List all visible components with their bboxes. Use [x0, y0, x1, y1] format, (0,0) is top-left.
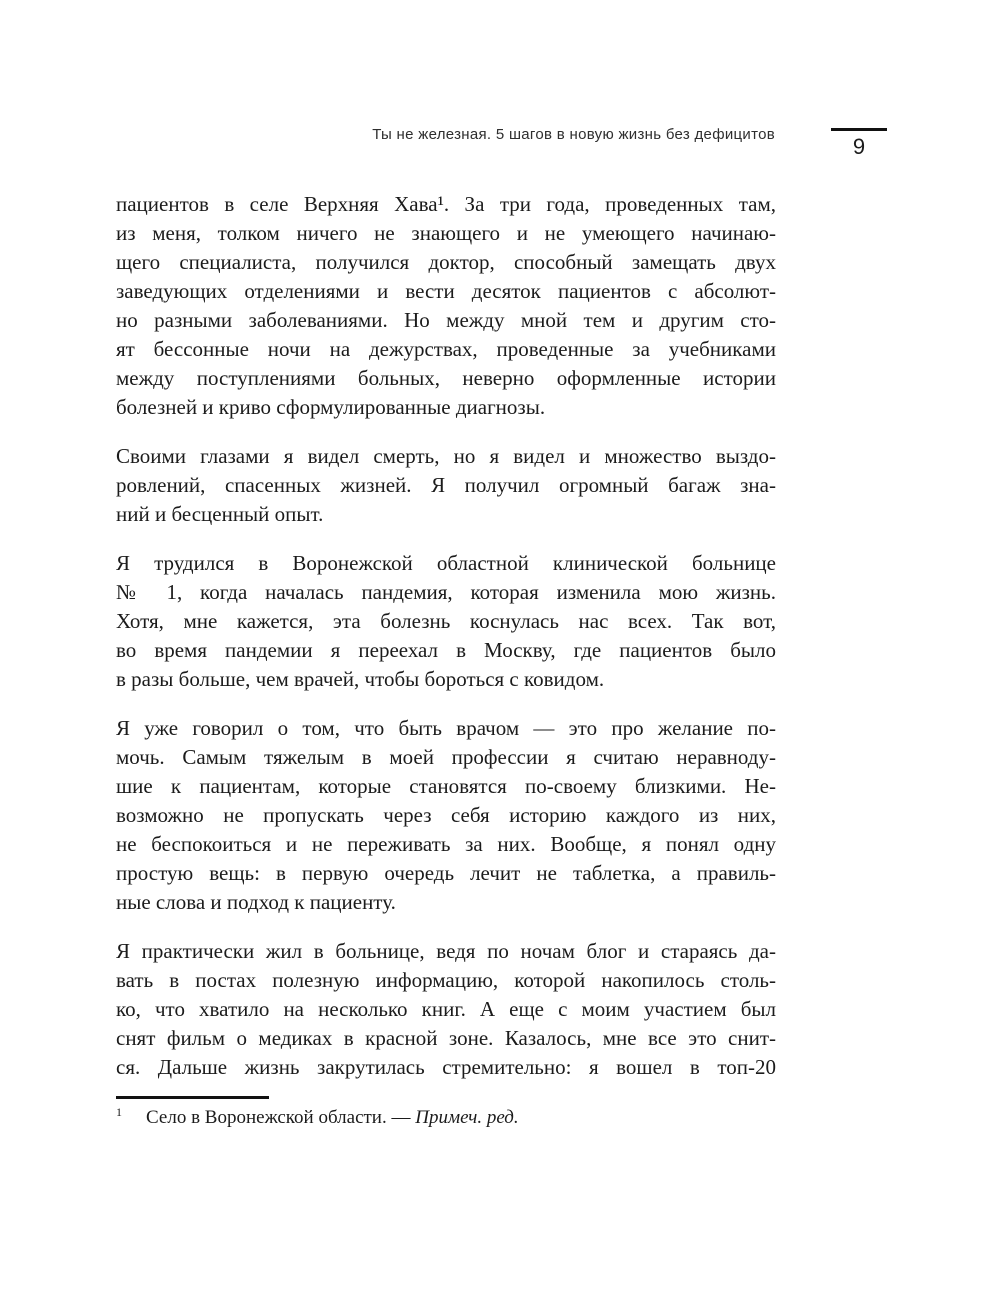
- text-line: мочь. Самым тяжелым в моей профессии я считаю неравноду-: [116, 745, 776, 769]
- text-line: болезней и криво сформулированные диагнозы.: [116, 395, 546, 419]
- page-number-rule: [831, 128, 887, 131]
- text-line: Я трудился в Воронежской областной клинической больнице: [116, 551, 776, 575]
- text-line: вать в постах полезную информацию, которой накопилось столь-: [116, 968, 776, 992]
- footnote-marker: 1: [116, 1105, 122, 1119]
- footnote: [116, 1096, 776, 1131]
- body-text: [116, 190, 776, 1082]
- text-line: ся. Дальше жизнь закрутилась стремительно: я вошел в топ-20: [116, 1055, 776, 1079]
- paragraph: [116, 937, 776, 1082]
- text-line: не беспокоиться и не переживать за них. Вообще, я понял одну: [116, 832, 776, 856]
- text-line: простую вещь: в первую очередь лечит не таблетка, а правиль-: [116, 861, 776, 885]
- text-line: ко, что хватило на несколько книг. А еще с моим участием был: [116, 997, 776, 1021]
- text-line: Хотя, мне кажется, эта болезнь коснулась нас всех. Так вот,: [116, 609, 776, 633]
- text-line: Я практически жил в больнице, ведя по ночам блог и стараясь да-: [116, 939, 776, 963]
- footnote-text-main: Село в Воронежской области. —: [146, 1107, 416, 1128]
- paragraph: [116, 442, 776, 529]
- text-line: № 1, когда началась пандемия, которая изменила мою жизнь.: [116, 580, 776, 604]
- page-number: 9: [852, 134, 866, 159]
- text-line: из меня, толком ничего не знающего и не умеющего начинаю-: [116, 221, 776, 245]
- paragraph: [116, 714, 776, 917]
- text-line: во время пандемии я переехал в Москву, где пациентов было: [116, 638, 776, 662]
- footnote-line: [116, 1106, 776, 1131]
- text-line: снят фильм о медиках в красной зоне. Казалось, мне все это снит-: [116, 1026, 776, 1050]
- text-line: в разы больше, чем врачей, чтобы бороться с ковидом.: [116, 667, 605, 691]
- text-line: шие к пациентам, которые становятся по-своему близкими. Не-: [116, 774, 776, 798]
- text-line: пациентов в селе Верхняя Хава¹. За три года, проведенных там,: [116, 192, 776, 216]
- text-line: Своими глазами я видел смерть, но я видел и множество выздо-: [116, 444, 776, 468]
- text-line: щего специалиста, получился доктор, способный замещать двух: [116, 250, 776, 274]
- paragraph: [116, 190, 776, 422]
- text-line: ровлений, спасенных жизней. Я получил огромный багаж зна-: [116, 473, 776, 497]
- text-line: возможно не пропускать через себя историю каждого из них,: [116, 803, 776, 827]
- footnote-text-attribution: Примеч. ред.: [415, 1107, 519, 1128]
- footnote-divider: [116, 1096, 269, 1099]
- text-line: между поступлениями больных, неверно оформленные истории: [116, 366, 776, 390]
- page-number-block: [831, 128, 887, 158]
- text-line: заведующих отделениями и вести десяток пациентов с абсолют-: [116, 279, 776, 303]
- text-line: ний и бесценный опыт.: [116, 502, 324, 526]
- text-line: Я уже говорил о том, что быть врачом — это про желание по-: [116, 716, 776, 740]
- paragraph: [116, 549, 776, 694]
- text-line: ят бессонные ночи на дежурствах, проведенные за учебниками: [116, 337, 776, 361]
- text-line: но разными заболеваниями. Но между мной тем и другим сто-: [116, 308, 776, 332]
- text-line: ные слова и подход к пациенту.: [116, 890, 396, 914]
- footnote-text: [146, 1106, 519, 1130]
- running-header-title: Ты не железная. 5 шагов в новую жизнь без дефицитов: [372, 126, 775, 143]
